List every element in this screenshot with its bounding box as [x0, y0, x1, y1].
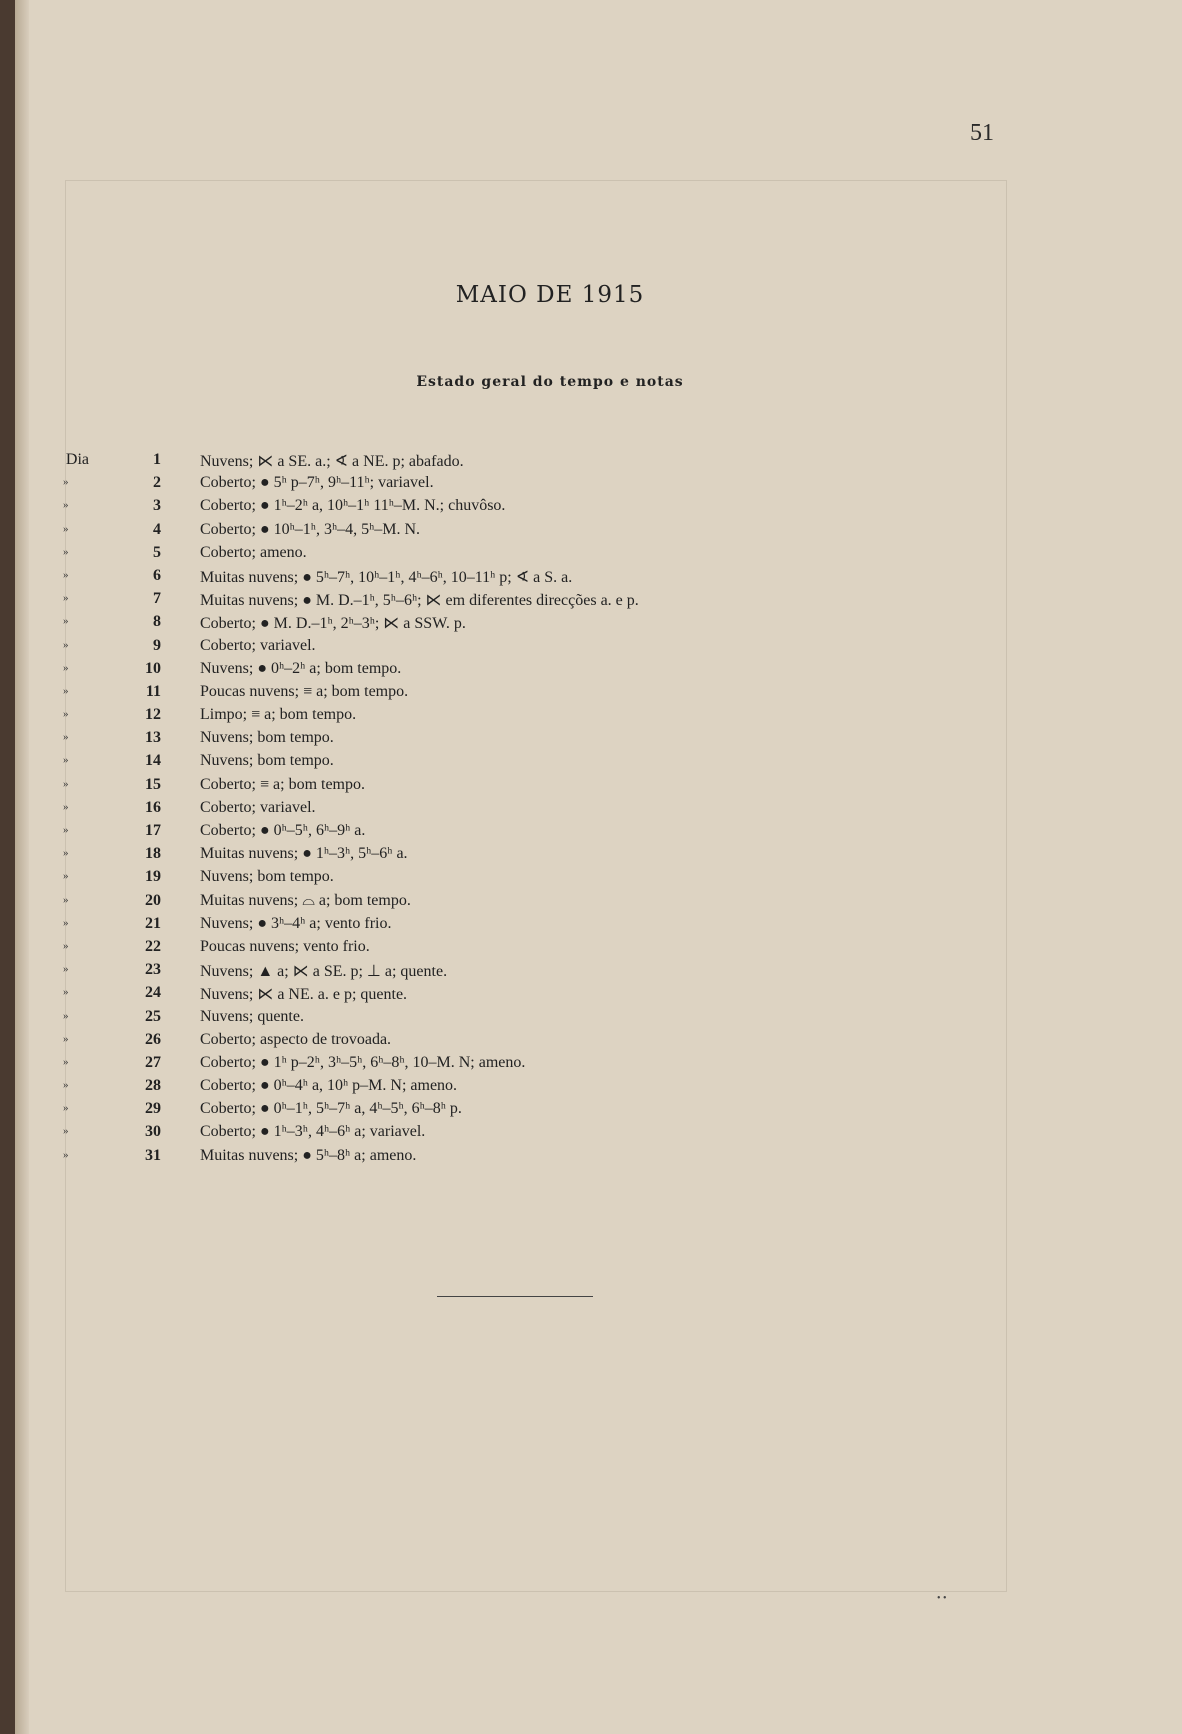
ditto-mark: »	[63, 638, 69, 651]
day-number: 5	[153, 543, 161, 561]
ditto-mark: »	[63, 476, 69, 489]
ditto-mark: »	[63, 916, 69, 929]
list-item	[15, 799, 1015, 822]
list-item	[15, 706, 1015, 729]
ditto-mark: »	[63, 986, 69, 999]
list-item	[15, 1008, 1015, 1031]
day-number: 26	[145, 1030, 161, 1048]
ditto-mark: »	[63, 545, 69, 558]
day-number: 17	[145, 822, 161, 839]
day-number: 8	[153, 613, 161, 631]
weather-note: Coberto; ● 0ʰ–5ʰ, 6ʰ–9ʰ a.	[200, 822, 366, 839]
list-item	[15, 752, 1015, 775]
ditto-mark: »	[63, 708, 69, 721]
list-item	[15, 822, 1015, 845]
list-item	[15, 1100, 1015, 1123]
page-number: 51	[970, 120, 994, 146]
day-number: 12	[145, 706, 161, 724]
weather-note: Nuvens; bom tempo.	[200, 752, 334, 770]
list-item	[15, 1077, 1015, 1100]
weather-note: Muitas nuvens; ● 5ʰ–7ʰ, 10ʰ–1ʰ, 4ʰ–6ʰ, 10–11ʰ p; ∢ a S. a.	[200, 568, 573, 586]
ditto-mark: »	[63, 870, 69, 883]
dia-label: Dia	[65, 451, 89, 468]
weather-note: Limpo; ≡ a; bom tempo.	[200, 706, 357, 724]
ditto-mark: »	[63, 615, 69, 628]
list-item	[15, 1054, 1015, 1077]
weather-note: Nuvens; bom tempo.	[200, 868, 334, 886]
list-item	[15, 938, 1015, 961]
list-item	[15, 961, 1015, 984]
list-item	[15, 497, 1015, 520]
ditto-mark: »	[63, 592, 69, 605]
ditto-mark: »	[63, 499, 69, 512]
day-number: 23	[145, 961, 161, 979]
day-number: 31	[145, 1146, 161, 1164]
weather-note: Nuvens; ● 3ʰ–4ʰ a; vento frio.	[200, 914, 392, 932]
weather-note: Coberto; ● 0ʰ–4ʰ a, 10ʰ p–M. N; ameno.	[200, 1077, 458, 1095]
day-number: 18	[145, 845, 161, 863]
list-item	[15, 613, 1015, 636]
weather-note: Nuvens; ⋉ a NE. a. e p; quente.	[200, 986, 408, 1004]
ditto-mark: »	[63, 963, 69, 976]
list-item	[15, 984, 1015, 1007]
document-page	[15, 0, 1182, 1734]
ditto-mark: »	[63, 1102, 69, 1115]
list-item	[15, 474, 1015, 497]
ditto-mark: »	[63, 800, 69, 813]
day-number: 16	[145, 798, 161, 816]
ditto-mark: »	[63, 777, 69, 790]
ditto-mark: »	[63, 684, 69, 697]
weather-note: Poucas nuvens; vento frio.	[200, 937, 370, 955]
day-number: 24	[145, 984, 161, 1002]
day-number: 15	[145, 775, 161, 793]
ditto-mark: »	[63, 847, 69, 860]
day-number: 19	[145, 868, 161, 886]
weather-note: Coberto; variavel.	[200, 798, 316, 816]
day-number: 1	[153, 451, 161, 468]
day-number: 29	[145, 1100, 161, 1118]
list-item	[15, 868, 1015, 891]
weather-note: Coberto; ameno.	[200, 543, 307, 561]
list-item	[15, 1031, 1015, 1054]
day-number: 7	[153, 590, 161, 608]
ditto-mark: »	[63, 1079, 69, 1092]
weather-note: Poucas nuvens; ≡ a; bom tempo.	[200, 682, 409, 700]
list-item	[15, 567, 1015, 590]
weather-note: Coberto; variavel.	[200, 636, 316, 654]
list-item	[15, 660, 1015, 683]
ditto-mark: »	[63, 1055, 69, 1068]
ditto-mark: »	[63, 1032, 69, 1045]
weather-note: Coberto; ● 1ʰ p–2ʰ, 3ʰ–5ʰ, 6ʰ–8ʰ, 10–M. N; ameno.	[200, 1053, 526, 1071]
list-item	[15, 590, 1015, 613]
day-number: 6	[153, 566, 161, 584]
ditto-mark: »	[63, 939, 69, 952]
day-number: 3	[153, 497, 161, 515]
day-number: 25	[145, 1007, 161, 1025]
day-number: 14	[145, 752, 161, 770]
ditto-mark: »	[63, 731, 69, 744]
list-item	[15, 1147, 1015, 1170]
page-subtitle: Estado geral do tempo e notas	[416, 374, 684, 390]
weather-note: Nuvens; ⋉ a SE. a.; ∢ a NE. p; abafado.	[200, 453, 464, 470]
weather-note: Nuvens; ● 0ʰ–2ʰ a; bom tempo.	[200, 659, 402, 677]
day-number: 4	[153, 520, 161, 538]
day-number: 28	[145, 1077, 161, 1095]
ditto-mark: »	[63, 1125, 69, 1138]
ditto-mark: »	[63, 824, 69, 836]
closing-rule	[437, 1296, 593, 1297]
weather-note: Coberto; ● M. D.–1ʰ, 2ʰ–3ʰ; ⋉ a SSW. p.	[200, 615, 466, 633]
day-number: 27	[145, 1053, 161, 1071]
day-number: 22	[145, 937, 161, 955]
day-number: 30	[145, 1123, 161, 1141]
weather-note: Muitas nuvens; ● M. D.–1ʰ, 5ʰ–6ʰ; ⋉ em diferentes direcções a. e p.	[200, 592, 639, 610]
footer-dots: • •	[937, 1593, 947, 1604]
ditto-mark: »	[63, 1148, 69, 1161]
weather-note: Nuvens; ▲ a; ⋉ a SE. p; ⊥ a; quente.	[200, 963, 448, 981]
list-item	[15, 892, 1015, 915]
weather-note: Nuvens; bom tempo.	[200, 729, 334, 747]
ditto-mark: »	[63, 568, 69, 581]
weather-note: Coberto; ≡ a; bom tempo.	[200, 775, 365, 793]
ditto-mark: »	[63, 754, 69, 767]
weather-note: Coberto; ● 5ʰ p–7ʰ, 9ʰ–11ʰ; variavel.	[200, 474, 434, 492]
day-number: 11	[145, 682, 161, 700]
weather-note: Coberto; ● 0ʰ–1ʰ, 5ʰ–7ʰ a, 4ʰ–5ʰ, 6ʰ–8ʰ p.	[200, 1100, 462, 1118]
page-title: MAIO DE 1915	[455, 282, 645, 308]
weather-note: Coberto; ● 1ʰ–2ʰ a, 10ʰ–1ʰ 11ʰ–M. N.; chuvôso.	[200, 497, 506, 515]
list-item	[15, 521, 1015, 544]
weather-note: Nuvens; quente.	[200, 1007, 304, 1025]
day-number: 20	[145, 891, 161, 909]
list-item	[15, 451, 1015, 474]
list-item	[15, 1123, 1015, 1146]
ditto-mark: »	[63, 893, 69, 906]
list-item	[15, 845, 1015, 868]
weather-notes-list	[15, 451, 1015, 1170]
weather-note: Coberto; ● 10ʰ–1ʰ, 3ʰ–4, 5ʰ–M. N.	[200, 520, 420, 538]
ditto-mark: »	[63, 522, 69, 535]
weather-note: Muitas nuvens; ● 1ʰ–3ʰ, 5ʰ–6ʰ a.	[200, 845, 408, 863]
list-item	[15, 683, 1015, 706]
list-item	[15, 637, 1015, 660]
weather-note: Muitas nuvens; ● 5ʰ–8ʰ a; ameno.	[200, 1146, 417, 1164]
day-number: 21	[145, 914, 161, 932]
list-item	[15, 776, 1015, 799]
list-item	[15, 915, 1015, 938]
ditto-mark: »	[63, 661, 69, 674]
list-item	[15, 544, 1015, 567]
weather-note: Coberto; aspecto de trovoada.	[200, 1030, 392, 1048]
day-number: 13	[145, 729, 161, 747]
day-number: 9	[153, 636, 161, 654]
weather-note: Muitas nuvens; ⌓ a; bom tempo.	[200, 891, 411, 909]
ditto-mark: »	[63, 1009, 69, 1022]
day-number: 10	[145, 659, 161, 677]
day-number: 2	[153, 474, 161, 492]
weather-note: Coberto; ● 1ʰ–3ʰ, 4ʰ–6ʰ a; variavel.	[200, 1123, 426, 1141]
list-item	[15, 729, 1015, 752]
